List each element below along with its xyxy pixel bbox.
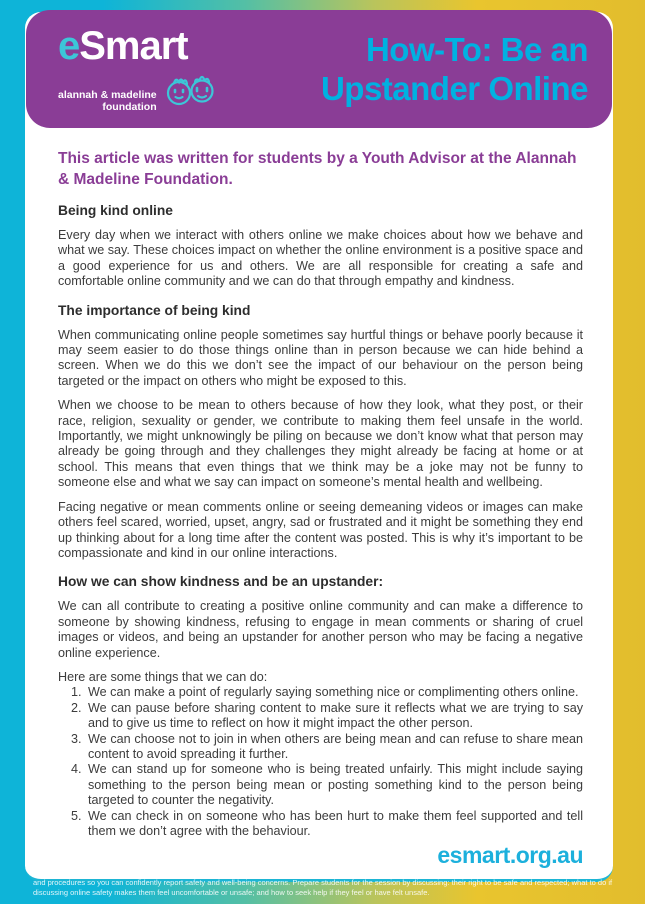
foundation-name: alannah & madeline foundation (58, 88, 157, 113)
list-item: 3. We can choose not to join in when others are being mean and can refuse to share mean content to avoid spreading it further. (85, 732, 583, 763)
article-body (25, 128, 613, 869)
section-heading-upstander: How we can show kindness and be an upstander: (58, 574, 384, 590)
list-item: 1. We can make a point of regularly saying something nice or complimenting others online. (85, 685, 583, 700)
list-item: 4. We can stand up for someone who is being treated unfairly. This might include saying something to the person being mean or posting something kind to the person being targeted to counter the negativity. (85, 762, 583, 808)
list-item: 5. We can check in on someone who has been hurt to make them feel supported and tell them we don’t agree with the behaviour. (85, 809, 583, 840)
header-banner (26, 10, 612, 128)
page-title-line2: Upstander Online (320, 70, 588, 107)
paragraph: We can all contribute to creating a positive online community and can make a difference to someone by showing kindness, refusing to engage in mean comments or sharing of cruel images or videos, and being an upstander for another person who may be facing a negative online experience. (58, 599, 583, 660)
esmart-logo-wordmark (58, 23, 218, 68)
page-title-line1: How-To: Be an (365, 31, 588, 68)
paragraph: Every day when we interact with others online we make choices about how we behave and what we say. These choices impact on whether the online environment is a positive space and a good experience for us and others. We are all responsible for creating a safe and comfortable online community and we can do that through empathy and kindness. (58, 228, 583, 289)
esmart-logo (58, 23, 218, 113)
list-intro: Here are some things that we can do: (58, 669, 268, 684)
content-card (25, 12, 613, 882)
footer-disclaimer: Some resources and activities may prompt a child to remember and potentially share an experience of harm. Make sure your familiar with your school’s safeguarding policies and procedures so you can confidently report safety and well-being concerns. Prepare students for the session by discussing: their right to be safe and respected; what to do if discussing online safety makes them feel uncomfortable or unsafe; and how to seek help if they feel or have felt unsafe. (33, 869, 613, 897)
section-heading-being-kind: Being kind online (58, 203, 173, 218)
paragraph: Facing negative or mean comments online or seeing demeaning videos or images can make others feel scared, worried, upset, angry, sad or frustrated and it might be something they end up thinking about for a long time after the content was posted. This is why it’s important to be compassionate and kind in our online interactions. (58, 499, 583, 560)
esmart-logo-smart: Smart (79, 23, 188, 68)
section-heading-importance: The importance of being kind (58, 302, 251, 318)
website-link[interactable]: esmart.org.au (437, 842, 583, 869)
paragraph: When we choose to be mean to others because of how they look, what they post, or their race, religion, sexuality or gender, we contribute to making them feel unsafe in the world. Importantly, we might unknowingly be piling on because we don’t know what that person may already be going through and they challenges they might already be facing at home or at school. This means that even things that we think may be a joke may not be funny to someone else and what we say can impact on someone’s mental health and wellbeing. (58, 398, 583, 490)
kids-doodle-icon (162, 68, 218, 113)
list-item: 2. We can pause before sharing content to make sure it reflects what we are trying to say and to give us time to reflect on how it might impact the other person. (85, 701, 583, 732)
page-title (321, 30, 588, 108)
paragraph: When communicating online people sometimes say hurtful things or behave poorly because it may seem easier to do those things online than in person because we can hide behind a screen. When we do this we don’t see the impact of our behaviour on the person being targeted or the impact on others who might be exposed to this. (58, 327, 583, 388)
esmart-logo-e: e (58, 23, 80, 68)
numbered-list (58, 685, 583, 839)
intro-note: This article was written for students by a Youth Advisor at the Alannah & Madeline Foundation. (58, 150, 577, 188)
